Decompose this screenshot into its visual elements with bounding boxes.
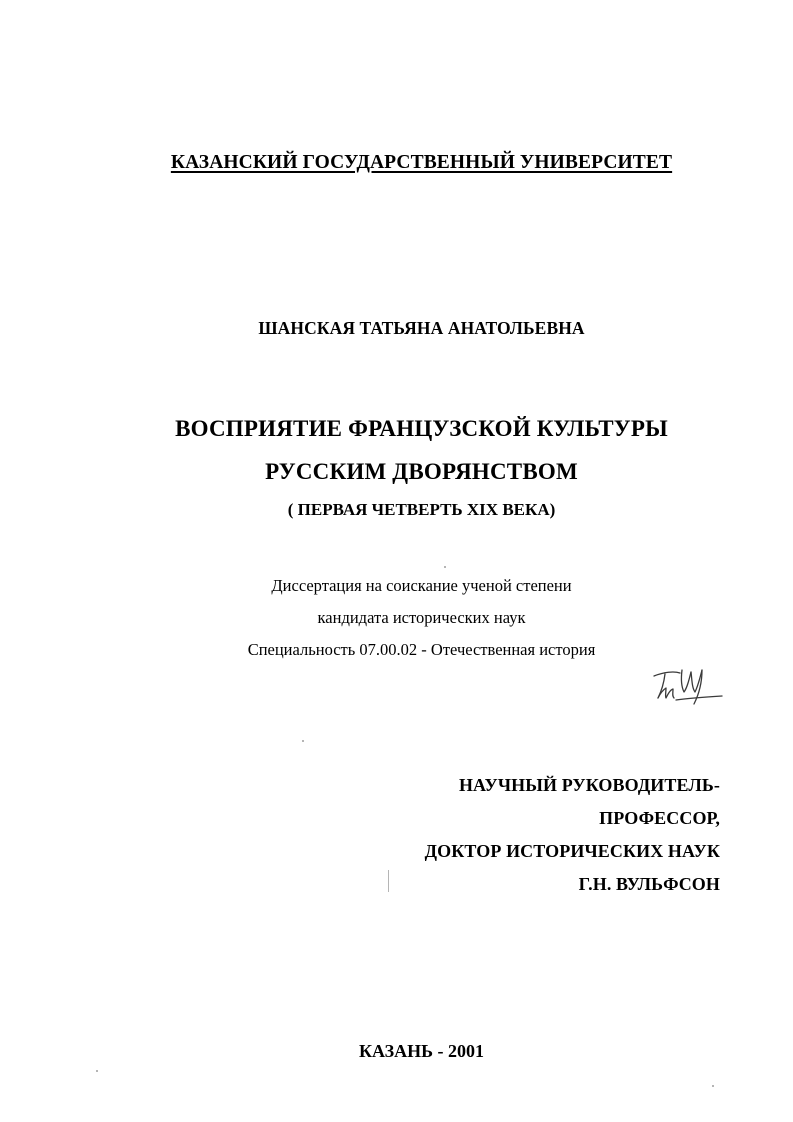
scan-speck <box>712 1085 714 1087</box>
supervisor-name: Г.Н. ВУЛЬФСОН <box>578 874 720 894</box>
supervisor-line-3: ДОКТОР ИСТОРИЧЕСКИХ НАУК <box>424 841 720 861</box>
university-name: КАЗАНСКИЙ ГОСУДАРСТВЕННЫЙ УНИВЕРСИТЕТ <box>170 152 673 173</box>
author-name: ШАНСКАЯ ТАТЬЯНА АНАТОЛЬЕВНА <box>258 318 585 338</box>
scan-speck <box>388 870 389 892</box>
scan-speck <box>444 566 446 568</box>
thesis-subtitle: ( ПЕРВАЯ ЧЕТВЕРТЬ XIX ВЕКА) <box>287 500 556 519</box>
supervisor-line-2: ПРОФЕССОР, <box>599 808 720 828</box>
signature-mark <box>650 664 726 708</box>
scan-speck <box>302 740 304 742</box>
description-line-2: кандидата исторических наук <box>317 608 526 627</box>
specialty-line: Специальность 07.00.02 - Отечественная история <box>247 640 596 659</box>
thesis-title-line-1: ВОСПРИЯТИЕ ФРАНЦУЗСКОЙ КУЛЬТУРЫ <box>175 416 668 441</box>
supervisor-line-1: НАУЧНЫЙ РУКОВОДИТЕЛЬ- <box>458 775 720 795</box>
city-year: КАЗАНЬ - 2001 <box>359 1041 484 1061</box>
description-line-1: Диссертация на соискание ученой степени <box>271 576 572 595</box>
thesis-title-line-2: РУССКИМ ДВОРЯНСТВОМ <box>265 459 578 484</box>
scan-speck <box>96 1070 98 1072</box>
